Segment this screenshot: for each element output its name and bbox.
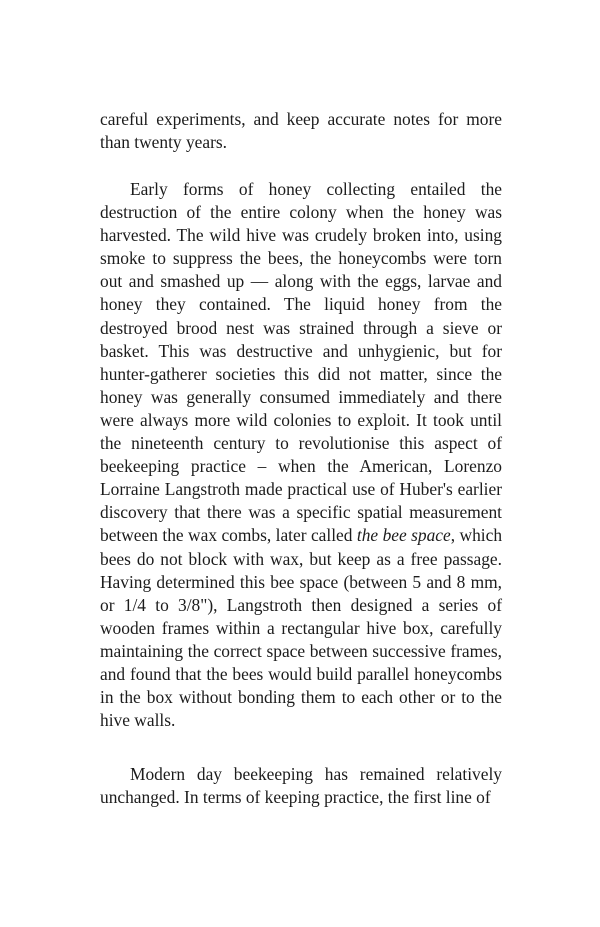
paragraph-modern-beekeeping: Modern day beekeeping has remained relatively unchanged. In terms of keeping practice, the first line of [100,764,502,808]
paragraph-honey-collecting [100,178,502,732]
paragraph-text-before-term: Early forms of honey collecting entailed the destruction of the entire colony when the honey was harvested. The wild hive was crudely broken into, using smoke to suppress the bees, the honeycombs were torn out and smashed up — along with the eggs, larvae and honey they contained. The liquid honey from the destroyed brood nest was strained through a sieve or basket. This was destructive and unhygienic, but for hunter-gatherer societies this did not matter, since the honey was generally consumed immediately and there were always more wild colonies to exploit. It took until the nineteenth century to revolutionise this aspect of beekeeping practice – when the American, Lorenzo Lorraine Langstroth made practical use of Huber's earlier discovery that there was a specific spatial measurement between the wax combs, later called [100,179,502,546]
paragraph-continuation: careful experiments, and keep accurate notes for more than twenty years. [100,109,502,153]
italic-term-bee-space: the bee space [356,525,451,546]
paragraph-text-after-term: , which bees do not block with wax, but keep as a free passage. Having determined this bee space (between 5 and 8 mm, or 1/4 to 3/8"), Langstroth then designed a series of wooden frames within a rectangular hive box, carefully maintaining the correct space between successive frames, and found that the bees would build parallel honeycombs in the box without bonding them to each other or to the hive walls. [100,525,503,731]
